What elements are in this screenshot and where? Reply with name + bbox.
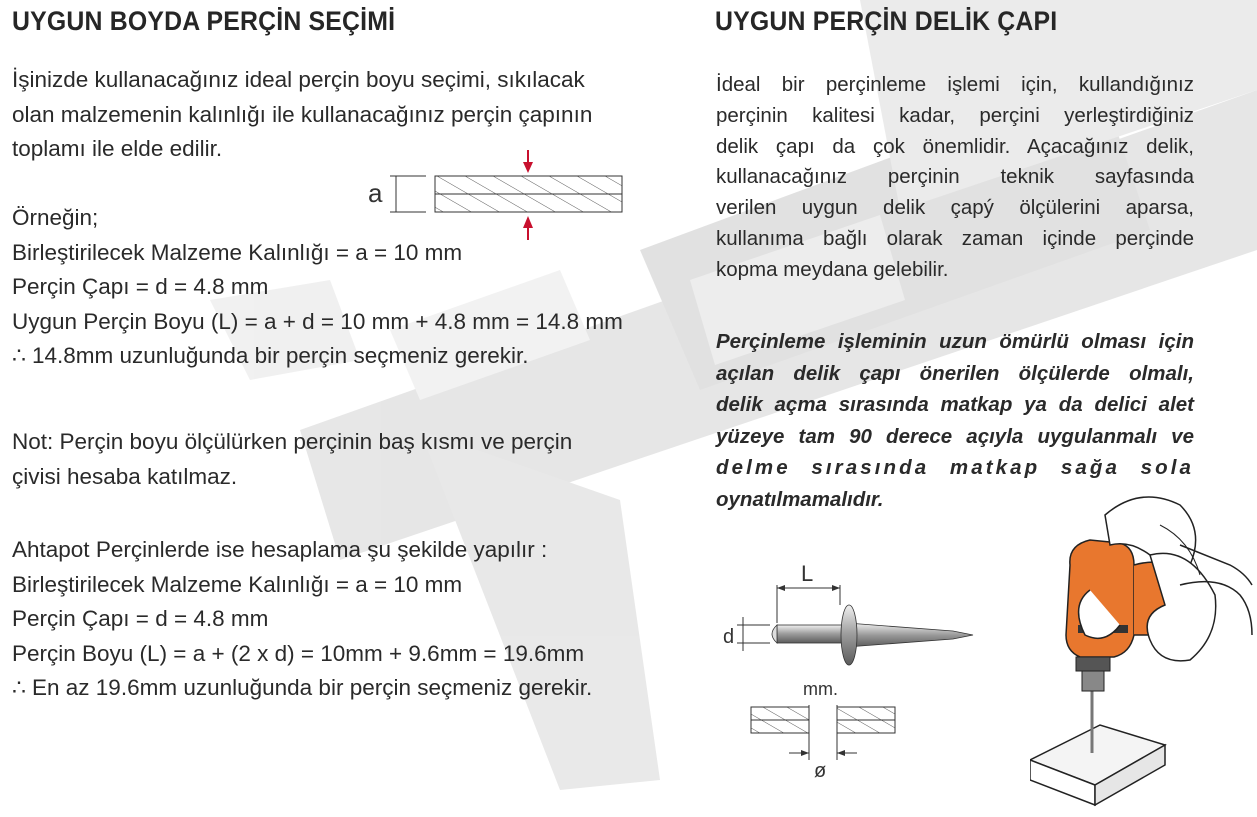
rivet-diagram: [715, 555, 985, 795]
rivet-icon: [772, 605, 973, 665]
hole-line: delik çapı da çok önemlidir. Açacağınız delik,: [716, 134, 1194, 158]
example-block: [12, 201, 623, 374]
intro-line: İşinizde kullanacağınız ideal perçin boyu seçimi, sıkılacak: [12, 67, 585, 92]
warning-line: Perçinleme işleminin uzun ömürlü olması için: [716, 330, 1194, 353]
ahtapot-result: [12, 671, 592, 706]
ahtapot-heading: Ahtapot Perçinlerde ise hesaplama şu şekilde yapılır :: [12, 537, 548, 562]
ahtapot-result-text: En az 19.6mm uzunluğunda bir perçin seçmeniz gerekir.: [32, 675, 593, 700]
hole-line: kopma meydana gelebilir.: [716, 257, 949, 281]
example-line: Perçin Çapı = d = 4.8 mm: [12, 274, 269, 299]
note-line: çivisi hesaba katılmaz.: [12, 463, 238, 489]
example-result-text: 14.8mm uzunluğunda bir perçin seçmeniz gerekir.: [32, 343, 529, 368]
rivet-label-unit: mm.: [803, 679, 838, 699]
note-line: Not: Perçin boyu ölçülürken perçinin baş kısmı ve perçin: [12, 429, 573, 454]
diagram-label-a: a: [368, 178, 383, 208]
red-arrow-down-icon: [523, 150, 533, 173]
example-heading: Örneğin;: [12, 205, 99, 230]
hole-paragraph: [716, 70, 1194, 286]
hole-line: perçinin kalitesi kadar, perçini yerleştirdiğiniz: [716, 103, 1194, 127]
hand-drill-icon: [1030, 485, 1255, 810]
therefore-icon: ∴: [12, 675, 26, 700]
intro-line: olan malzemenin kalınlığı ile kullanacağınız perçin çapının: [12, 101, 593, 127]
example-line: Uygun Perçin Boyu (L) = a + d = 10 mm + 4.8 mm = 14.8 mm: [12, 308, 623, 334]
example-line: Birleştirilecek Malzeme Kalınlığı = a = 10 mm: [12, 239, 463, 265]
right-title: UYGUN PERÇİN DELİK ÇAPI: [715, 6, 1058, 36]
left-title: UYGUN BOYDA PERÇİN SEÇİMİ: [12, 6, 396, 36]
note-block: [12, 425, 572, 494]
ahtapot-line: Birleştirilecek Malzeme Kalınlığı = a = 10 mm: [12, 571, 463, 597]
rivet-label-length: L: [801, 561, 814, 586]
ahtapot-line: Perçin Boyu (L) = a + (2 x d) = 10mm + 9.6mm = 19.6mm: [12, 640, 585, 666]
warning-line: yüzeye tam 90 derece açıyla uygulanmalı ve: [716, 424, 1194, 448]
warning-line: delme sırasında matkap sağa sola: [716, 456, 1194, 479]
ahtapot-line: Perçin Çapı = d = 4.8 mm: [12, 606, 269, 631]
hole-line: verilen uygun delik çapý ölçülerini aparsa,: [716, 196, 1194, 220]
warning-line: açılan delik çapı önerilen ölçülerde olmalı,: [716, 361, 1194, 385]
therefore-icon: ∴: [12, 343, 26, 368]
rivet-label-diameter: d: [723, 626, 735, 648]
hole-line: kullanacağınız perçinin teknik sayfasında: [716, 165, 1194, 189]
warning-line: delik açma sırasında matkap ya da delici alet: [716, 393, 1194, 416]
hole-line: kullanıma bağlı olarak zaman içinde perçinde: [716, 226, 1194, 250]
intro-line: toplamı ile elde edilir.: [12, 136, 223, 161]
hole-line: İdeal bir perçinleme işlemi için, kullandığınız: [716, 73, 1194, 96]
rivet-label-hole: ø: [814, 760, 827, 782]
example-result: [12, 339, 623, 374]
ahtapot-block: [12, 533, 592, 706]
warning-line: oynatılmamalıdır.: [716, 487, 884, 511]
